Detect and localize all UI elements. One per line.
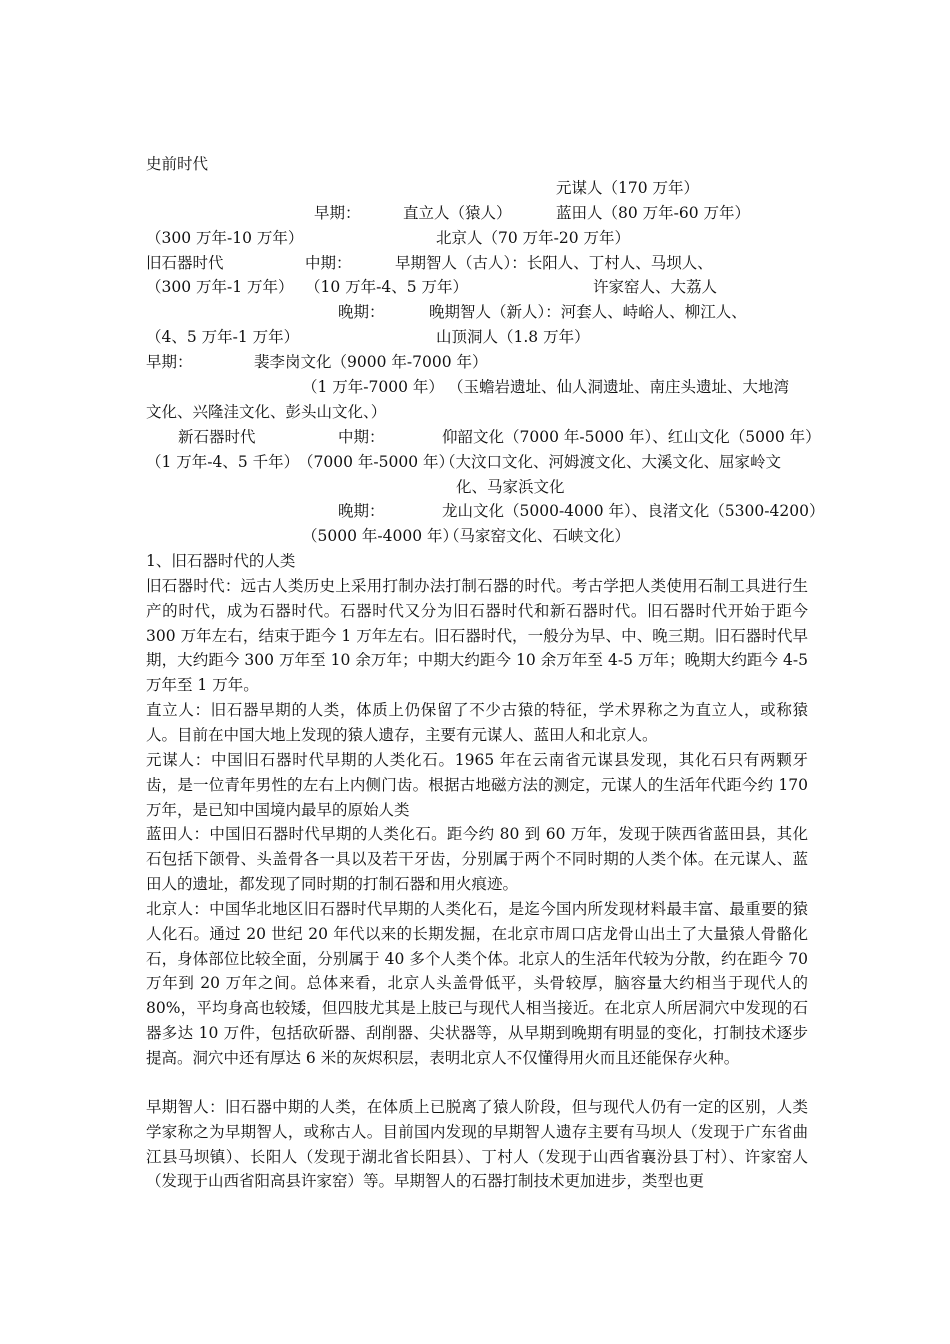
outline-yuanmou: 元谋人（170 万年）: [556, 179, 700, 197]
paragraph-paleolithic: 旧石器时代：远古人类历史上采用打制办法打制石器的时代。考古学把人类使用石制工具进行生产的时代，成为石器时代。石器时代又分为旧石器时代和新石器时代。旧石器时代开始于距今 300 万年左右，结束于距今 1 万年左右。旧石器时代，一般分为早、中、晚三期。旧石器时代早期，大约距今 300 万年至 10 余万年；中期大约距今 10 余万年至 4-5 万年；晚期大约距今 4-5 万年至 1 万年。: [146, 577, 808, 695]
outline-paleo-early-type: 直立人（猿人）: [403, 204, 512, 222]
paragraph-beijing: 北京人：中国华北地区旧石器时代早期的人类化石，是迄今国内所发现材料最丰富、最重要的猿人化石。通过 20 世纪 20 年代以来的长期发掘，在北京市周口店龙骨山出土了大量猿人骨骼化石，身体部位比较全面，分别属于 40 多个人类个体。北京人的生活年代较为分散，约在距今 70 万年到 20 万年之间。总体来看，北京人头盖骨低平，头骨较厚，脑容量大约相当于现代人的 80%，平均身高也较矮，但四肢尤其是上肢已与现代人相当接近。在北京人所居洞穴中发现的石器多达 10 万件，包括砍斫器、刮削器、尖状器等，从早期到晚期有明显的变化，打制技术逐步提高。洞穴中还有厚达 6 米的灰烬积层，表明北京人不仅懂得用火而且还能保存火种。: [146, 900, 808, 1067]
outline-neo-early-sites-a: （玉蟾岩遗址、仙人洞遗址、南庄头遗址、大地湾: [448, 378, 790, 396]
outline-neo-mid-sites-b: 化、马家浜文化: [456, 478, 565, 496]
outline-neo-late-range: （5000 年-4000 年）: [302, 527, 458, 545]
outline-paleo-late-label: 晚期：: [338, 303, 385, 321]
outline-neo-early-label: 早期：: [146, 353, 193, 371]
outline-yangshao: 仰韶文化（7000 年-5000 年）、红山文化（5000 年）: [442, 428, 821, 446]
outline-paleo-mid-label: 中期：: [305, 254, 352, 272]
paragraph-early-homo-sapiens: 早期智人：旧石器中期的人类，在体质上已脱离了猿人阶段，但与现代人仍有一定的区别，人类学家称之为早期智人，或称古人。目前国内发现的早期智人遗存主要有马坝人（发现于广东省曲江县马坝镇）、长阳人（发现于湖北省长阳县）、丁村人（发现于山西省襄汾县丁村）、许家窑人（发现于山西省阳高县许家窑）等。早期智人的石器打制技术更加进步，类型也更: [146, 1098, 808, 1191]
outline-paleo-mid-type: 早期智人（古人）：长阳人、丁村人、马坝人、: [395, 254, 713, 272]
paragraph-homo-erectus: 直立人：旧石器早期的人类，体质上仍保留了不少古猿的特征，学术界称之为直立人，或称猿人。目前在中国大地上发现的猿人遗存，主要有元谋人、蓝田人和北京人。: [146, 701, 808, 744]
outline-shandingdong: 山顶洞人（1.8 万年）: [436, 328, 590, 346]
outline-neo-mid-sites-a: （大汶口文化、河姆渡文化、大溪文化、屈家岭文: [440, 453, 782, 471]
outline-paleo-late-range: （4、5 万年-1 万年）: [146, 328, 300, 346]
outline-paleo-mid-range: （10 万年-4、5 万年）: [305, 278, 469, 296]
outline-neo-mid-range: （7000 年-5000 年）: [298, 453, 454, 471]
outline-paleo-early-label: 早期：: [314, 204, 361, 222]
outline-paleo-early-range: （300 万年-10 万年）: [146, 229, 304, 247]
outline-neo-early-range: （1 万年-7000 年）: [302, 378, 444, 396]
outline-beijing: 北京人（70 万年-20 万年）: [436, 229, 631, 247]
outline-paleo-era-label: 旧石器时代: [146, 254, 224, 272]
outline-neo-late-sites: （马家窑文化、石峡文化）: [444, 527, 631, 545]
outline-neo-early-sites-b: 文化、兴隆洼文化、彭头山文化、）: [146, 403, 387, 421]
outline-lantian: 蓝田人（80 万年-60 万年）: [556, 204, 751, 222]
outline-neo-era-range: （1 万年-4、5 千年）: [146, 453, 300, 471]
outline-paleo-era-range: （300 万年-1 万年）: [146, 278, 294, 296]
outline-neo-late-label: 晚期：: [338, 502, 385, 520]
outline-paleo-late-type: 晚期智人（新人）：河套人、峙峪人、柳江人、: [429, 303, 747, 321]
section-heading: 1、旧石器时代的人类: [146, 552, 296, 570]
outline-xujiayao: 许家窑人、大荔人: [593, 278, 718, 296]
paragraph-yuanmou: 元谋人：中国旧石器时代早期的人类化石。1965 年在云南省元谋县发现，其化石只有两颗牙齿，是一位青年男性的左右上内侧门齿。根据古地磁方法的测定，元谋人的生活年代距今约 170 万年，是已知中国境内最早的原始人类: [146, 751, 808, 819]
paragraph-lantian: 蓝田人：中国旧石器时代早期的人类化石。距今约 80 到 60 万年，发现于陕西省蓝田县，其化石包括下颌骨、头盖骨各一具以及若干牙齿，分别属于两个不同时期的人类个体。在元谋人、蓝田人的遗址，都发现了同时期的打制石器和用火痕迹。: [146, 825, 808, 893]
outline-neo-mid-label: 中期：: [338, 428, 385, 446]
outline-longshan: 龙山文化（5000-4000 年）、良渚文化（5300-4200）: [442, 502, 825, 520]
page-title: 史前时代: [146, 155, 209, 173]
outline-neo-era-label: 新石器时代: [178, 428, 256, 446]
outline-peiligang: 裴李岗文化（9000 年-7000 年）: [254, 353, 488, 371]
